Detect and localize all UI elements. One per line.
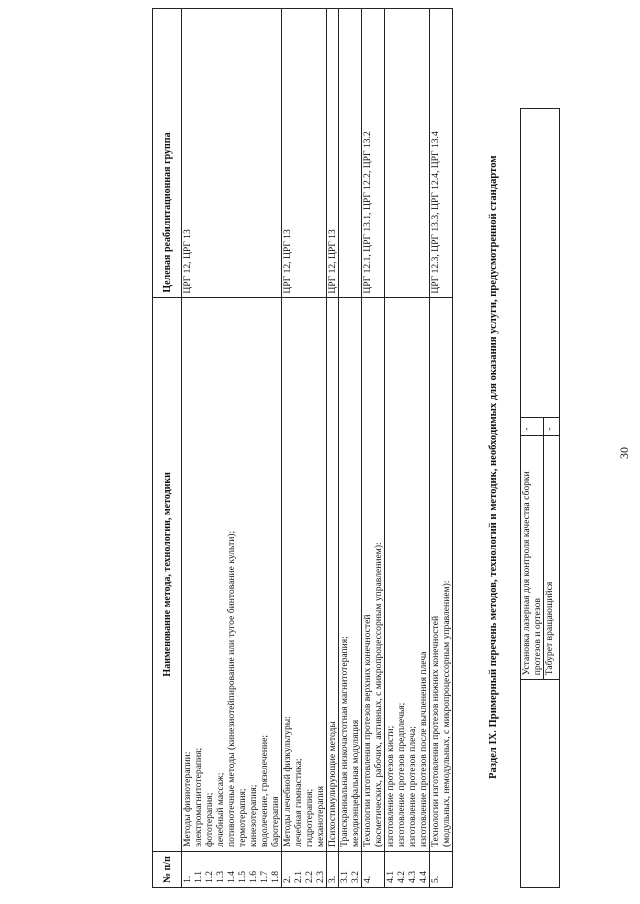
- target-group-cell: [327, 9, 339, 298]
- row-number-cell: [182, 851, 282, 887]
- methods-table-body: [182, 9, 453, 888]
- header-target-group: Целевая реабилитационная группа: [153, 9, 182, 298]
- row-number: 2.: [282, 875, 293, 883]
- method-line: изготовление протезов после вычленения плеча: [418, 651, 429, 847]
- row-number: 4.3: [407, 871, 418, 883]
- row-number: 2.2: [304, 871, 315, 883]
- target-group: ЦРГ 12, ЦРГ 13: [282, 229, 293, 294]
- row-number-cell: [362, 851, 385, 887]
- target-group: ЦРГ 12.3, ЦРГ 13.3, ЦРГ 12.4, ЦРГ 13.4: [430, 131, 441, 294]
- table-row: [327, 9, 339, 888]
- table-row: [362, 9, 385, 888]
- row-number: 1.7: [259, 871, 270, 883]
- target-group-cell: [362, 9, 385, 298]
- target-group-cell: [339, 9, 362, 298]
- method-line: термотерапия;: [237, 788, 248, 847]
- header-method-name: Наименование метода, технологии, методики: [153, 297, 182, 851]
- table-header-row: [153, 9, 182, 888]
- equipment-value: -: [544, 417, 560, 435]
- table-row: [521, 109, 544, 888]
- row-number: 4.2: [396, 871, 407, 883]
- method-line: потивоотечные методы (кинезиотейпирование или тугое бинтование культи);: [226, 530, 237, 847]
- row-number: 2.1: [293, 871, 304, 883]
- method-name-cell: [327, 297, 339, 851]
- table-row: [282, 9, 327, 888]
- method-line: изготовление протезов плеча;: [407, 726, 418, 847]
- target-group-cell: [430, 9, 453, 298]
- method-line: (косметических, рабочих, активных, с микропроцессорным управлением):: [373, 542, 384, 847]
- equipment-name: Табурет вращающийся: [544, 435, 560, 680]
- target-group-cell: [282, 9, 327, 298]
- row-number-cell: [430, 851, 453, 887]
- method-line: Методы физиотерапии:: [182, 751, 193, 847]
- row-number-cell: [327, 851, 339, 887]
- method-name-cell: [430, 297, 453, 851]
- target-group-cell: [182, 9, 282, 298]
- row-number: 5.: [430, 875, 441, 883]
- method-line: лечебный массаж;: [215, 772, 226, 847]
- row-number: 1.5: [237, 871, 248, 883]
- method-line: изготовление протезов кисти;: [385, 725, 396, 847]
- methods-table: [152, 8, 453, 888]
- row-number: 1.1: [193, 871, 204, 883]
- header-number: № п/п: [153, 851, 182, 887]
- method-line: мезодиэнцефальная модуляция: [350, 719, 361, 847]
- method-line: кинезотерапия;: [248, 784, 259, 847]
- row-number: 3.1: [339, 871, 350, 883]
- row-number: 1.3: [215, 871, 226, 883]
- method-line: гидротерапия;: [304, 788, 315, 847]
- row-number: 3.: [327, 875, 338, 883]
- empty-cell: [521, 109, 560, 418]
- row-number: 3.2: [350, 871, 361, 883]
- row-number: [373, 856, 384, 883]
- empty-cell: [521, 680, 560, 888]
- row-number-cell: [339, 851, 362, 887]
- row-number: [441, 856, 452, 883]
- target-group: ЦРГ 12, ЦРГ 13: [182, 229, 193, 294]
- row-number: 2.3: [315, 871, 326, 883]
- method-line: Психостимулирующие методы: [327, 721, 338, 847]
- method-line: Транскраниальная низкочастотная магнитотерапия;: [339, 636, 350, 847]
- method-line: лечебная гимнастика;: [293, 758, 304, 847]
- equipment-name: Установка лазерная для контроля качества сборки протезов и ортезов: [521, 435, 544, 680]
- row-number-cell: [282, 851, 327, 887]
- row-number: 1.4: [226, 871, 237, 883]
- method-line: механотерапия: [315, 785, 326, 847]
- row-number: 4.: [362, 875, 373, 883]
- row-number: 1.8: [270, 871, 281, 883]
- method-name-cell: [182, 297, 282, 851]
- method-line: электромагнитотерапия;: [193, 747, 204, 847]
- equipment-table: [520, 108, 560, 888]
- target-group: ЦРГ 12, ЦРГ 13: [327, 229, 338, 294]
- table-row: [339, 9, 362, 888]
- method-line: изготовление протезов предплечья;: [396, 702, 407, 847]
- method-line: (модульных, немодульных, с микропроцессорным управлением):: [441, 580, 452, 847]
- method-line: Технологии изготовления протезов нижних конечностей: [430, 615, 441, 847]
- row-number: 4.4: [418, 871, 429, 883]
- table-row: [385, 9, 430, 888]
- table-row: [182, 9, 282, 888]
- method-name-cell: [362, 297, 385, 851]
- row-number: 4.1: [385, 871, 396, 883]
- method-line: Методы лечебной физкультуры:: [282, 716, 293, 847]
- method-line: фототерапия;: [204, 792, 215, 847]
- target-group: ЦРГ 12.1, ЦРГ 13.1, ЦРГ 12.2, ЦРГ 13.2: [362, 131, 373, 294]
- row-number: 1.: [182, 875, 193, 883]
- method-name-cell: [339, 297, 362, 851]
- target-group-cell: [385, 9, 430, 298]
- method-name-cell: [282, 297, 327, 851]
- row-number-cell: [385, 851, 430, 887]
- page-number: 30: [617, 447, 631, 459]
- row-number: 1.2: [204, 871, 215, 883]
- table-row: [430, 9, 453, 888]
- row-number: 1.6: [248, 871, 259, 883]
- method-line: водолечение, грязелечение;: [259, 734, 270, 847]
- method-line: Технологии изготовления протезов верхних конечностей: [362, 614, 373, 847]
- equipment-value: -: [521, 417, 544, 435]
- section-heading: Раздел IX. Примерный перечень методов, технологий и методик, необходимых для оказания услуги, предусмотренной стандартом: [488, 155, 499, 779]
- method-name-cell: [385, 297, 430, 851]
- method-line: баротерапия: [270, 796, 281, 847]
